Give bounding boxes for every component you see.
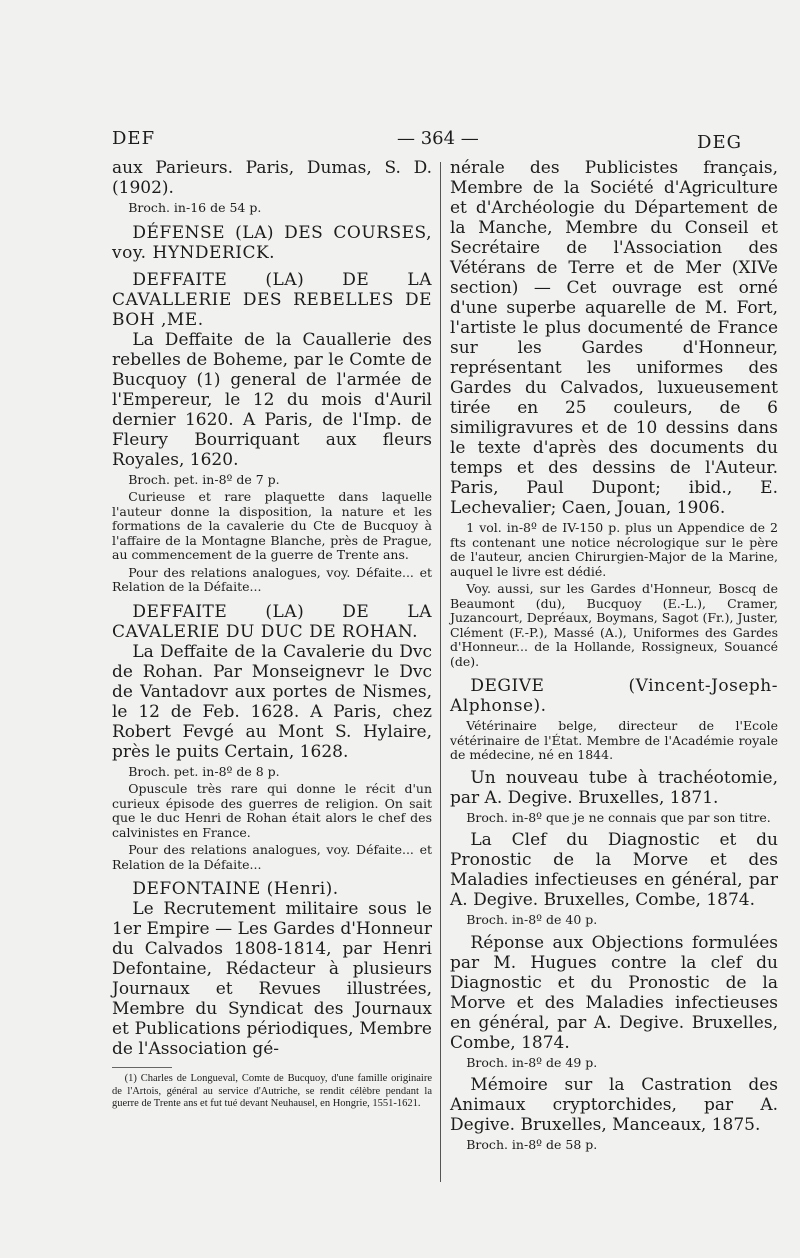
paragraph: Broch. pet. in-8º de 7 p.: [128, 471, 280, 487]
paragraph: Pour des relations analogues, voy. Défaite... et Relation de la Défaite...: [112, 842, 432, 872]
entry-heading: DEFONTAINE (Henri).: [132, 879, 339, 899]
paragraph: La Deffaite de la Cauallerie des rebelles de Boheme, par le Comte de Bucquoy (1) general de l'armée de l'Empereur, le 12 du mois d'Auril dernier 1620. A Paris, de l'Imp. de Fleury Bourriquant aux fleurs Royales, 1620.: [112, 329, 432, 470]
paragraph: Le Recrutement militaire sous le 1er Empire — Les Gardes d'Honneur du Calvados 1808-1814, par Henri Defontaine, Rédacteur à plusieurs Journaux et Revues illustrées, Membre du Syndicat des Journaux et Publications périodiques, Membre de l'Association gé-: [112, 899, 432, 1059]
paragraph: Voy. aussi, sur les Gardes d'Honneur, Boscq de Beaumont (du), Bucquoy (E.-L.), Cramer, Juzancourt, Depréaux, Boymans, Sagot (Fr.), Juster, Clément (F.-P.), Massé (A.), Uniformes des Gardes d'Honneur... de la Hollande, Rossigneux, Souancé (de).: [450, 581, 778, 669]
paragraph: Opuscule très rare qui donne le récit d'un curieux épisode des guerres de religion. On sait que le duc Henri de Rohan était alors le chef des calvinistes en France.: [112, 781, 432, 840]
paragraph: Un nouveau tube à trachéotomie, par A. Degive. Bruxelles, 1871.: [450, 767, 778, 808]
page-number: — 364 —: [397, 128, 479, 149]
running-header: [112, 128, 742, 158]
header-right: DEG: [697, 132, 742, 153]
column-divider: [440, 162, 441, 1182]
paragraph: Broch. in-16 de 54 p.: [128, 200, 262, 215]
paragraph: Broch. in-8º que je ne connais que par son titre.: [466, 809, 771, 825]
footnote: (1) Charles de Longueval, Comte de Bucquoy, d'une famille originaire de l'Artois, général au service d'Autriche, se rendit célèbre pendant la guerre de Trente ans et fut tué devant Neuhausel, en Hongrie, 1551-1621.: [112, 1073, 432, 1109]
paragraph: Vétérinaire belge, directeur de l'Ecole vétérinaire de l'État. Membre de l'Académie royale de médecine, né en 1844.: [450, 718, 778, 762]
paragraph: La Deffaite de la Cavalerie du Dvc de Rohan. Par Monseignevr le Dvc de Vantadovr aux portes de Nismes, le 12 de Feb. 1628. A Paris, chez Robert Fevgé au Mont S. Hylaire, près le puits Certain, 1628.: [112, 641, 432, 762]
footnote-rule: [112, 1067, 172, 1068]
paragraph: 1 vol. in-8º de IV-150 p. plus un Appendice de 2 fts contenant une notice nécrologique sur le père de l'auteur, ancien Chirurgien-Major de la Marine, auquel le livre est dédié.: [450, 520, 778, 579]
paragraph: nérale des Publicistes français, Membre de la Société d'Agriculture et d'Archéologie du Département de la Manche, Membre du Conseil et Secrétaire de l'Association des Vétérans de Terre et de Mer (XIVe section) — Cet ouvrage est orné d'une superbe aquarelle de M. Fort, l'artiste le plus documenté de France sur les Gardes d'Honneur, représentant les uniformes des Gardes du Calvados, luxueusement tirée en 25 couleurs, de 6 similigravures et de 10 dessins dans le texte d'après des documents du temps et des dessins de l'Auteur. Paris, Paul Dupont; ibid., E. Lechevalier; Caen, Jouan, 1906.: [450, 158, 778, 518]
paragraph: Pour des relations analogues, voy. Défaite... et Relation de la Défaite...: [112, 564, 432, 594]
paragraph: Broch. pet. in-8º de 8 p.: [128, 763, 280, 779]
paragraph: Réponse aux Objections formulées par M. Hugues contre la clef du Diagnostic et du Pronostic de la Morve et des Maladies infectieuses en général, par A. Degive. Bruxelles, Combe, 1874.: [450, 932, 778, 1053]
left-column: [112, 158, 432, 1111]
right-column: [450, 158, 778, 1153]
paragraph: Mémoire sur la Castration des Animaux cryptorchides, par A. Degive. Bruxelles, Manceaux, 1875.: [450, 1075, 778, 1135]
entry-heading: DEGIVE (Vincent-Joseph-Alphonse).: [450, 676, 778, 716]
paragraph: La Clef du Diagnostic et du Pronostic de la Morve et des Maladies infectieuses en général, par A. Degive. Bruxelles, Combe, 1874.: [450, 830, 778, 910]
paragraph: Curieuse et rare plaquette dans laquelle l'auteur donne la disposition, la nature et les formations de la cavalerie du Cte de Bucquoy à l'affaire de la Montagne Blanche, près de Prague, au commencement de la guerre de Trente ans.: [112, 489, 432, 562]
paragraph: Broch. in-8º de 49 p.: [466, 1054, 598, 1070]
entry-heading: DÉFENSE (LA) DES COURSES, voy. HYNDERICK.: [112, 222, 432, 263]
entry-heading: DEFFAITE (LA) DE LA CAVALLERIE DES REBELLES DE BOH ,ME.: [112, 269, 432, 330]
header-left: DEF: [112, 128, 156, 149]
paragraph: aux Parieurs. Paris, Dumas, S. D. (1902).: [112, 158, 432, 198]
paragraph: Broch. in-8º de 58 p.: [466, 1137, 598, 1152]
entry-heading: DEFFAITE (LA) DE LA CAVALERIE DU DUC DE ROHAN.: [112, 601, 432, 642]
paragraph: Broch. in-8º de 40 p.: [466, 912, 598, 927]
